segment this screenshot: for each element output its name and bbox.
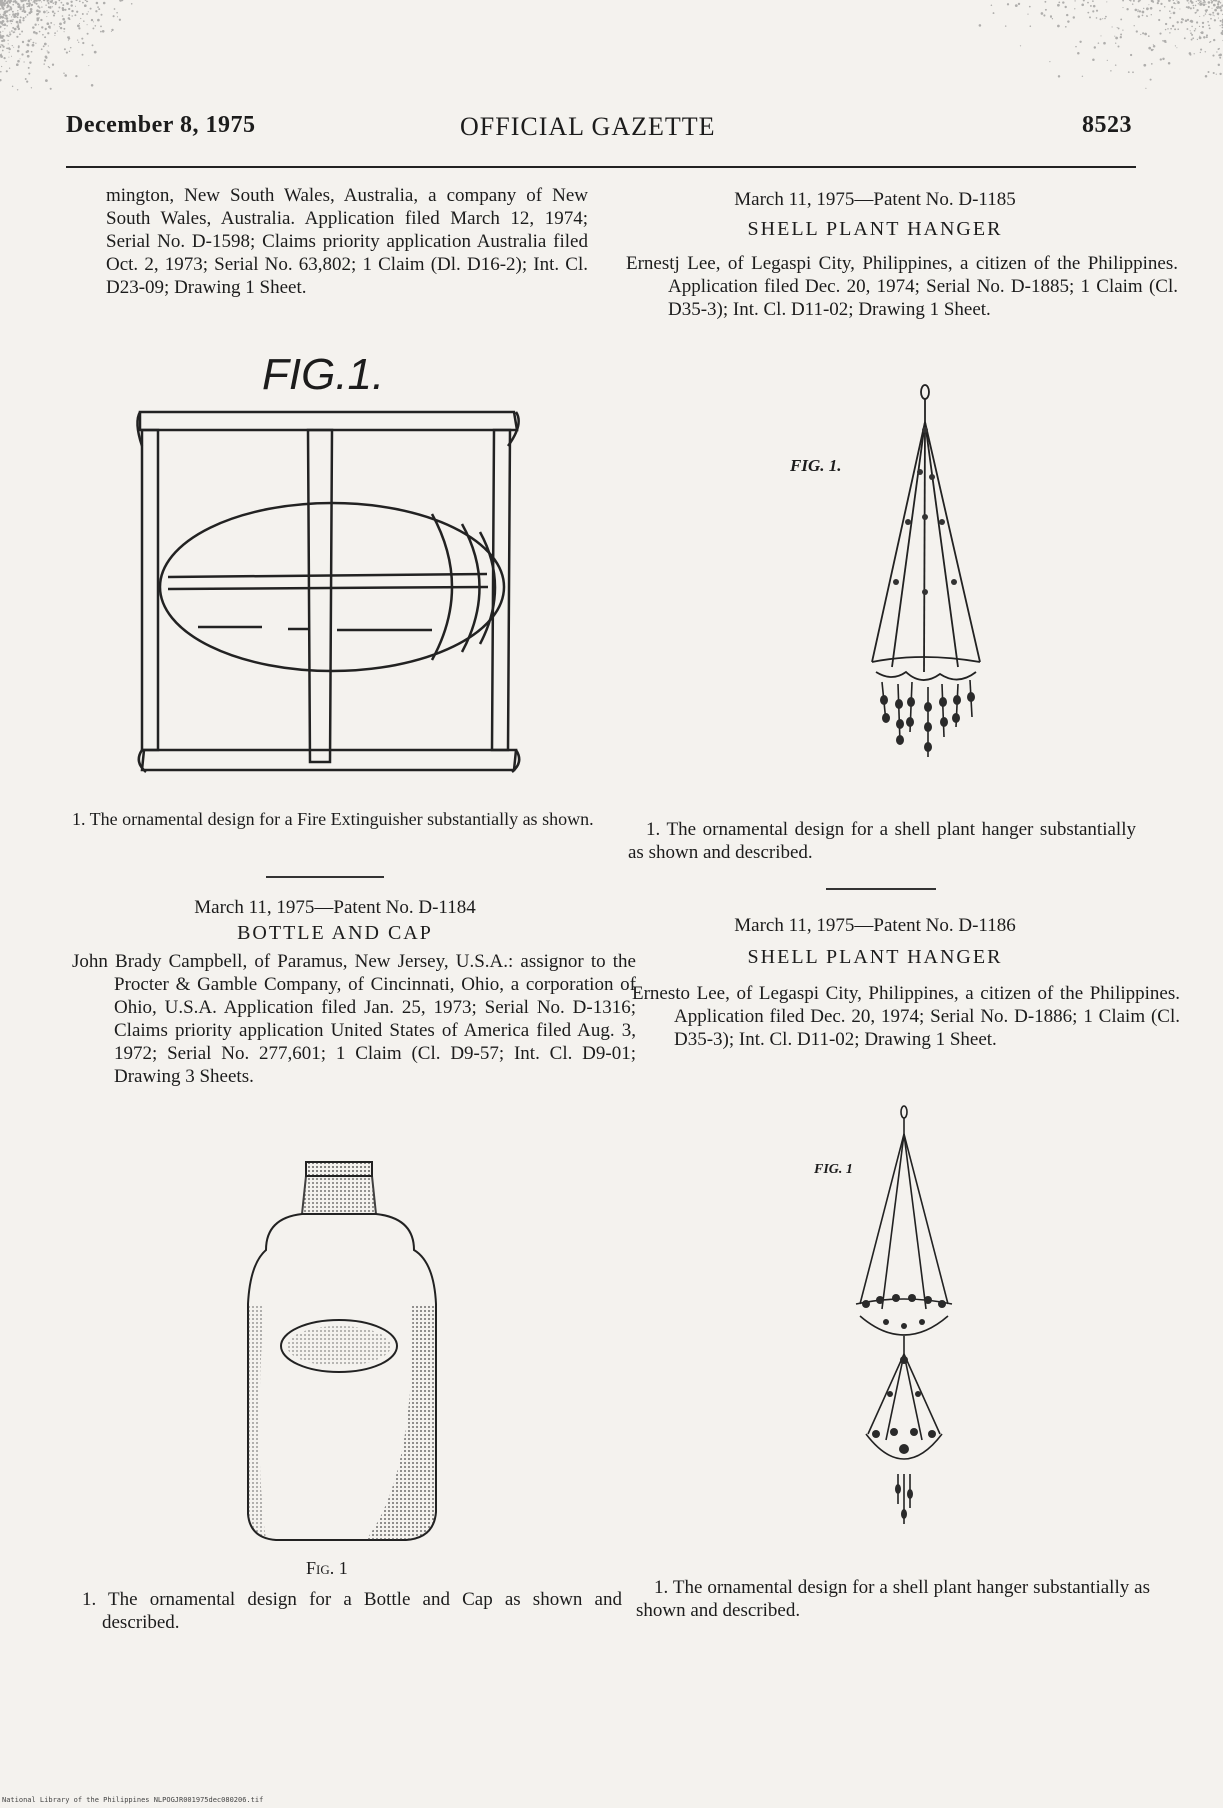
hanger1-patent-title: SHELL PLANT HANGER: [747, 218, 1003, 240]
bottle-patent-body: John Brady Campbell, of Paramus, New Jersey, U.S.A.: assignor to the Procter & Gamble Company, of Cincinnati, Ohio, a corporation of Ohio, U.S.A. Application filed Jan. 25, 1973; Serial No. D-1316; Claims priority application United States of America filed Aug. 3, 1972; Serial No. 277,601; 1 Claim (Cl. D9-57; Int. Cl. D9-01; Drawing 3 Sheets.: [72, 951, 636, 1087]
header-date: December 8, 1975: [66, 112, 256, 138]
hanger1-patent-body: Ernestj Lee, of Legaspi City, Philippines, a citizen of the Philippines. Application filed Dec. 20, 1974; Serial No. D-1885; 1 Claim (Cl. D35-3); Int. Cl. D11-02; Drawing 1 Sheet.: [626, 253, 1178, 320]
hanger2-fig-label: FIG. 1: [814, 1162, 853, 1177]
bottle-patent-heading: March 11, 1975—Patent No. D-1184: [194, 897, 476, 918]
fire-extinguisher-drawing: [132, 402, 522, 777]
hanger2-claim: 1. The ornamental design for a shell plant hanger substantially as shown and described.: [636, 1577, 1150, 1621]
right-separator: [826, 888, 936, 890]
hanger2-patent-heading: March 11, 1975—Patent No. D-1186: [734, 915, 1016, 936]
left-separator: [266, 876, 384, 878]
scan-footer: National Library of the Philippines NLPOGJR001975dec080206.tif: [2, 1796, 264, 1804]
bottle-fig-label: Fig. 1: [306, 1558, 348, 1578]
hanger1-fig-label: FIG. 1.: [790, 456, 842, 475]
scan-noise: [0, 0, 1223, 110]
bottle-and-cap-drawing: [236, 1154, 442, 1544]
hanger1-claim: 1. The ornamental design for a shell plant hanger substantially as shown and described.: [628, 819, 1136, 863]
bottle-patent-title: BOTTLE AND CAP: [237, 922, 433, 944]
header-title: OFFICIAL GAZETTE: [460, 112, 716, 141]
hanger2-patent-body: Ernesto Lee, of Legaspi City, Philippines, a citizen of the Philippines. Application filed Dec. 20, 1974; Serial No. D-1886; 1 Claim (Cl. D35-3); Int. Cl. D11-02; Drawing 1 Sheet.: [632, 983, 1180, 1050]
patent-continuation-text: mington, New South Wales, Australia, a company of New South Wales, Australia. Application filed March 12, 1974; Serial No. D-1598; Claims priority application Australia filed Oct. 2, 1973; Serial No. 63,802; 1 Claim (Dl. D16-2); Int. Cl. D23-09; Drawing 1 Sheet.: [106, 185, 588, 298]
hanger1-patent-heading: March 11, 1975—Patent No. D-1185: [734, 189, 1016, 210]
page-number: 8523: [1082, 112, 1132, 138]
hanger2-patent-title: SHELL PLANT HANGER: [747, 946, 1003, 968]
header-rule: [66, 166, 1136, 168]
bottle-claim: 1. The ornamental design for a Bottle and Cap as shown and described.: [82, 1589, 622, 1633]
shell-plant-hanger-2-drawing: [846, 1104, 966, 1544]
shell-plant-hanger-1-drawing: [862, 382, 992, 782]
fire-extinguisher-fig-label: FIG.1.: [262, 350, 385, 399]
fire-extinguisher-claim: 1. The ornamental design for a Fire Extinguisher substantially as shown.: [72, 809, 594, 829]
